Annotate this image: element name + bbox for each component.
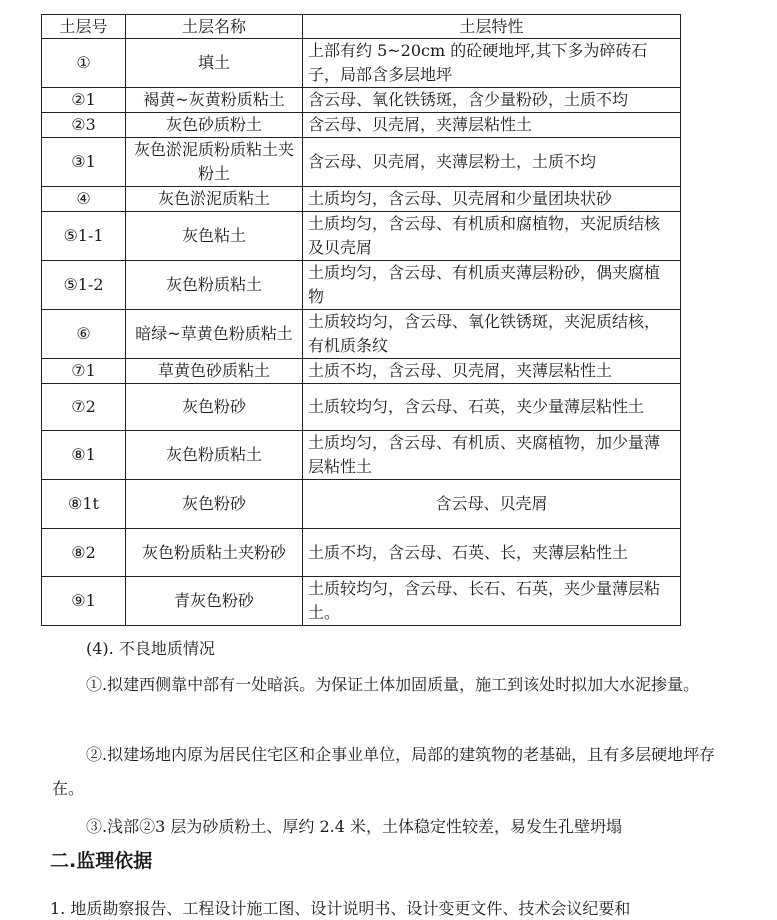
table-row bbox=[42, 113, 681, 138]
table-row bbox=[42, 529, 681, 577]
layer-name-cell: 灰色淤泥质粉质粘土夹粉土 bbox=[126, 138, 303, 187]
layer-name-cell: 灰色粉砂 bbox=[126, 384, 303, 431]
geology-item-1: ①.拟建西侧靠中部有一处暗浜。为保证土体加固质量，施工到该处时拟加大水泥掺量。 bbox=[86, 675, 700, 694]
layer-id-cell: ① bbox=[42, 39, 126, 88]
layer-name-cell: 灰色淤泥质粘土 bbox=[126, 187, 303, 212]
layer-id-cell: ⑧1t bbox=[42, 480, 126, 529]
table-row bbox=[42, 431, 681, 480]
layer-id-cell: ⑦1 bbox=[42, 359, 126, 384]
header-layer-name: 土层名称 bbox=[126, 15, 303, 39]
layer-desc-cell: 土质均匀，含云母、贝壳屑和少量团块状砂 bbox=[303, 187, 681, 212]
layer-id-cell: ⑧1 bbox=[42, 431, 126, 480]
layer-id-cell: ②1 bbox=[42, 88, 126, 113]
layer-id-cell: ⑨1 bbox=[42, 577, 126, 626]
table-row bbox=[42, 261, 681, 310]
layer-desc-cell: 上部有约 5~20cm 的砼硬地坪,其下多为碎砖石子，局部含多层地坪 bbox=[303, 39, 681, 88]
layer-id-cell: ⑥ bbox=[42, 310, 126, 359]
layer-desc-cell: 土质较均匀，含云母、石英，夹少量薄层粘性土 bbox=[303, 384, 681, 431]
layer-name-cell: 灰色粉砂 bbox=[126, 480, 303, 529]
layer-name-cell: 灰色粉质粘土夹粉砂 bbox=[126, 529, 303, 577]
layer-name-cell: 灰色粉质粘土 bbox=[126, 431, 303, 480]
geology-item-3: ③.浅部②3 层为砂质粉土、厚约 2.4 米，土体稳定性较差，易发生孔壁坍塌 bbox=[86, 817, 622, 836]
layer-name-cell: 青灰色粉砂 bbox=[126, 577, 303, 626]
layer-name-cell: 灰色粉质粘土 bbox=[126, 261, 303, 310]
layer-id-cell: ⑧2 bbox=[42, 529, 126, 577]
table-row bbox=[42, 39, 681, 88]
layer-desc-cell: 土质均匀，含云母、有机质和腐植物，夹泥质结核及贝壳屑 bbox=[303, 212, 681, 261]
layer-desc-cell: 含云母、贝壳屑 bbox=[303, 480, 681, 529]
layer-desc-cell: 含云母、贝壳屑，夹薄层粘性土 bbox=[303, 113, 681, 138]
layer-desc-cell: 土质不均，含云母、石英、长，夹薄层粘性土 bbox=[303, 529, 681, 577]
table-row bbox=[42, 88, 681, 113]
table-row bbox=[42, 138, 681, 187]
layer-name-cell: 暗绿~草黄色粉质粘土 bbox=[126, 310, 303, 359]
layer-desc-cell: 土质均匀，含云母、有机质夹薄层粉砂，偶夹腐植物 bbox=[303, 261, 681, 310]
layer-name-cell: 灰色砂质粉土 bbox=[126, 113, 303, 138]
layer-name-cell: 草黄色砂质粘土 bbox=[126, 359, 303, 384]
layer-id-cell: ③1 bbox=[42, 138, 126, 187]
layer-desc-cell: 土质较均匀，含云母、氧化铁锈斑，夹泥质结核，有机质条纹 bbox=[303, 310, 681, 359]
layer-desc-cell: 土质均匀，含云母、有机质、夹腐植物，加少量薄层粘性土 bbox=[303, 431, 681, 480]
table-row bbox=[42, 187, 681, 212]
layer-id-cell: ④ bbox=[42, 187, 126, 212]
layer-desc-cell: 土质较均匀，含云母、长石、石英，夹少量薄层粘土。 bbox=[303, 577, 681, 626]
basis-list-item-1: 1. 地质勘察报告、工程设计施工图、设计说明书、设计变更文件、技术会议纪要和 bbox=[50, 899, 631, 918]
table-row bbox=[42, 212, 681, 261]
soil-layer-table bbox=[41, 14, 681, 626]
header-layer-id: 土层号 bbox=[42, 15, 126, 39]
layer-name-cell: 灰色粘土 bbox=[126, 212, 303, 261]
section-heading-supervision-basis: 二.监理依据 bbox=[50, 850, 153, 872]
table-row bbox=[42, 480, 681, 529]
layer-id-cell: ②3 bbox=[42, 113, 126, 138]
table-row bbox=[42, 359, 681, 384]
layer-id-cell: ⑤1-1 bbox=[42, 212, 126, 261]
layer-id-cell: ⑦2 bbox=[42, 384, 126, 431]
layer-desc-cell: 土质不均，含云母、贝壳屑，夹薄层粘性土 bbox=[303, 359, 681, 384]
section-4-title: (4). 不良地质情况 bbox=[86, 639, 215, 658]
table-row bbox=[42, 310, 681, 359]
table-header-row bbox=[42, 15, 681, 39]
header-layer-properties: 土层特性 bbox=[303, 15, 681, 39]
geology-item-2: ②.拟建场地内原为居民住宅区和企事业单位，局部的建筑物的老基础，且有多层硬地坪存在。 bbox=[52, 745, 716, 798]
layer-name-cell: 褐黄~灰黄粉质粘土 bbox=[126, 88, 303, 113]
layer-desc-cell: 含云母、贝壳屑，夹薄层粉土，土质不均 bbox=[303, 138, 681, 187]
layer-desc-cell: 含云母、氧化铁锈斑，含少量粉砂，土质不均 bbox=[303, 88, 681, 113]
table-row bbox=[42, 384, 681, 431]
layer-id-cell: ⑤1-2 bbox=[42, 261, 126, 310]
table-row bbox=[42, 577, 681, 626]
layer-name-cell: 填土 bbox=[126, 39, 303, 88]
